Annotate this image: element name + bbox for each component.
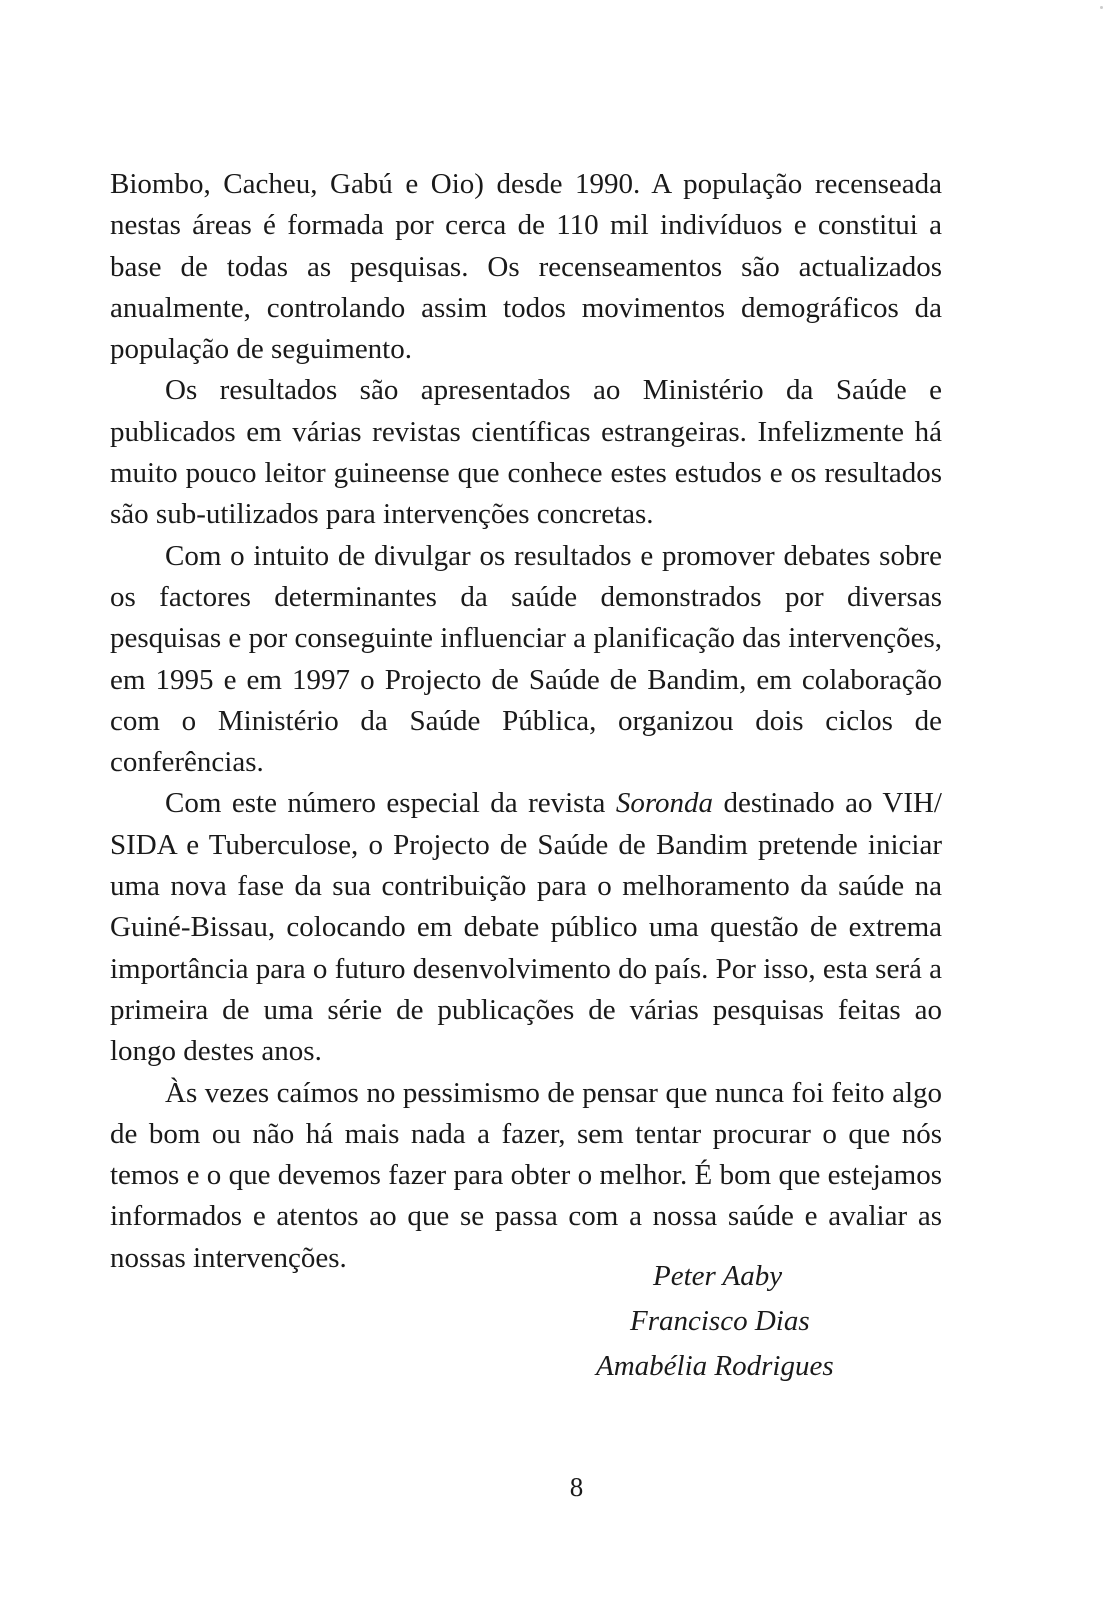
paragraph-4-rest: destinado ao VIH/ SIDA e Tuberculose, o Projecto de Saúde de Bandim pretende iniciar uma nova fase da sua contribuição para o melhoramento da saúde na Guiné-Bissau, colocando em debate público uma questão de extrema importância para o futuro desenvolvimento do país. Por isso, esta será a primeira de uma série de publicações de várias pesquisas feitas ao longo destes anos.: [110, 787, 942, 1068]
page-number: 8: [569, 1472, 584, 1502]
paragraph-2: Os resultados são apresentados ao Ministério da Saúde e publicados em várias revistas científicas estrangeiras. Infelizmente há muito pouco leitor guineense que conhece estes estudos e os resultados são sub-utilizados para intervenções concretas.: [110, 374, 942, 531]
paragraph-4-lead: Com este número especial da revista: [165, 787, 616, 820]
scan-speck: [1100, 6, 1103, 9]
signatory-name: Amabélia Rodrigues: [596, 1350, 834, 1382]
paragraph-1: Biombo, Cacheu, Gabú e Oio) desde 1990. A população recenseada nestas áreas é formada por cerca de 110 mil indivíduos e constitui a base de todas as pesquisas. Os recenseamentos são actualizados anualmente, controlando assim todos movimentos demográficos da população de seguimento.: [110, 168, 942, 366]
signatory-name: Francisco Dias: [630, 1305, 810, 1337]
signature-block: [560, 1254, 860, 1389]
paragraph-5: Às vezes caímos no pessimismo de pensar que nunca foi feito algo de bom ou não há mais nada a fazer, sem tentar procurar o que nós temos e o que devemos fazer para obter o melhor. É bom que estejamos informados e atentos ao que se passa com a nossa saúde e avaliar as nossas intervenções.: [110, 1076, 942, 1274]
body-text: [110, 164, 942, 1279]
journal-title: Soronda: [615, 787, 714, 820]
signatory-name: Peter Aaby: [653, 1260, 783, 1292]
paragraph-3: Com o intuito de divulgar os resultados e promover debates sobre os factores determinantes da saúde demonstrados por diversas pesquisas e por conseguinte influenciar a planificação das intervenções, em 1995 e em 1997 o Projecto de Saúde de Bandim, em colaboração com o Ministério da Saúde Pública, organizou dois ciclos de conferências.: [110, 539, 942, 779]
paragraph-4: [110, 783, 942, 1072]
